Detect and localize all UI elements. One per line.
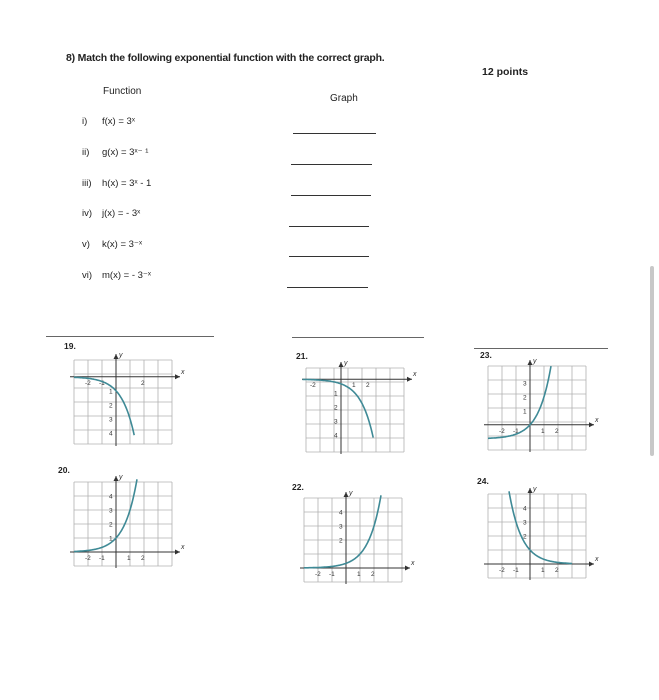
function-row-5 [82,239,142,250]
x-axis-label: x [595,556,599,563]
x-tick-label: -1 [513,567,519,574]
function-expression: h(x) = 3ˣ - 1 [102,178,152,189]
y-tick-label: 3 [109,416,113,424]
x-tick-label: 2 [141,555,145,562]
x-tick-label: 1 [541,427,545,435]
y-tick-label: 3 [334,418,338,426]
y-tick-label: 2 [339,537,343,545]
x-tick-label: 2 [141,379,145,387]
function-number: vi) [82,270,93,281]
x-axis-label: x [413,371,417,379]
x-tick-label: -2 [499,427,505,435]
graph-number-22: 22. [292,482,304,492]
function-row-6 [82,270,151,281]
x-tick-label: -1 [329,571,335,578]
x-tick-label: -2 [85,379,91,387]
y-axis-arrow [344,492,349,497]
y-tick-label: 4 [109,430,113,438]
y-tick-label: 4 [339,509,343,517]
answer-blank-5[interactable] [289,256,369,257]
y-axis-label: y [533,358,537,365]
function-row-1 [82,116,135,127]
function-expression: k(x) = 3⁻ˣ [102,239,143,250]
x-tick-label: -1 [99,555,105,562]
graph-19[interactable] [66,350,188,460]
points-label: 12 points [482,66,529,78]
x-axis-label: x [411,560,415,567]
y-axis-arrow [114,476,119,481]
separator-line [474,348,608,349]
answer-blank-4[interactable] [289,226,369,227]
function-number: i) [82,116,88,127]
graph-23[interactable] [480,356,602,466]
y-axis-arrow [528,488,533,493]
graph-20[interactable] [66,472,188,582]
function-curve [509,491,572,563]
y-tick-label: 1 [334,390,338,398]
function-curve [74,479,137,551]
function-curve [304,495,381,568]
x-axis-label: x [181,368,185,376]
x-tick-label: -2 [499,567,505,574]
graph-number-20: 20. [58,465,70,475]
y-tick-label: 3 [339,523,343,531]
y-tick-label: 2 [109,402,113,410]
y-axis-label: y [119,352,123,359]
function-expression: m(x) = - 3⁻ˣ [102,270,152,281]
x-tick-label: 2 [555,427,559,435]
x-tick-label: -2 [85,555,91,562]
y-tick-label: 2 [523,533,527,541]
answer-blank-3[interactable] [291,195,371,196]
function-row-4 [82,208,140,219]
graph-24[interactable] [480,484,602,594]
x-tick-label: -1 [513,427,519,435]
function-expression: j(x) = - 3ˣ [102,208,141,219]
function-number: ii) [82,147,90,158]
question-title: 8) Match the following exponential function with the correct graph. [66,52,385,64]
y-axis-arrow [528,360,533,365]
x-tick-label: 1 [357,571,361,578]
scrollbar[interactable] [650,266,654,456]
function-expression: f(x) = 3ˣ [102,116,135,127]
function-row-2 [82,147,148,158]
y-tick-label: 4 [523,505,527,513]
y-tick-label: 2 [109,521,113,529]
y-axis-label: y [119,474,123,481]
x-axis-arrow [175,374,180,379]
x-tick-label: -1 [99,379,105,387]
function-expression: g(x) = 3ˣ⁻ ¹ [102,147,149,158]
answer-blank-6[interactable] [287,287,368,288]
x-tick-label: -2 [310,382,316,390]
y-tick-label: 4 [109,493,113,501]
x-axis-label: x [595,416,599,424]
x-tick-label: 2 [371,571,375,578]
graph-number-19: 19. [64,341,76,351]
graph-21[interactable] [298,358,420,468]
y-axis-arrow [339,362,344,367]
separator-line [46,336,214,337]
graph-number-24: 24. [477,476,489,486]
y-axis-label: y [349,490,353,497]
y-tick-label: 2 [523,394,527,402]
x-tick-label: 1 [541,567,545,574]
x-axis-arrow [407,377,412,382]
graph-number-21: 21. [296,351,308,361]
y-tick-label: 3 [109,507,113,515]
x-axis-arrow [589,422,594,427]
x-tick-label: -2 [315,571,321,578]
y-tick-label: 1 [523,408,527,416]
graph-column-header: Graph [330,93,358,104]
x-axis-arrow [405,566,410,571]
y-axis-arrow [114,354,119,359]
separator-line [292,337,424,338]
function-number: v) [82,239,90,250]
function-number: iii) [82,178,92,189]
y-tick-label: 4 [334,432,338,440]
y-tick-label: 3 [523,380,527,388]
function-row-3 [82,178,151,189]
y-tick-label: 1 [109,535,113,543]
answer-blank-1[interactable] [293,133,376,134]
x-axis-arrow [175,550,180,555]
graph-number-23: 23. [480,350,492,360]
y-axis-label: y [533,486,537,493]
y-axis-label: y [344,360,348,367]
y-tick-label: 2 [334,404,338,412]
x-tick-label: 2 [366,382,370,390]
x-tick-label: 2 [555,567,559,574]
x-axis-arrow [589,562,594,567]
answer-blank-2[interactable] [291,164,372,165]
x-axis-label: x [181,544,185,551]
graph-22[interactable] [296,488,418,598]
function-column-header: Function [103,86,142,97]
x-tick-label: 1 [127,555,131,562]
x-tick-label: 1 [352,382,356,390]
function-number: iv) [82,208,93,219]
y-tick-label: 1 [109,388,113,396]
y-tick-label: 3 [523,519,527,527]
